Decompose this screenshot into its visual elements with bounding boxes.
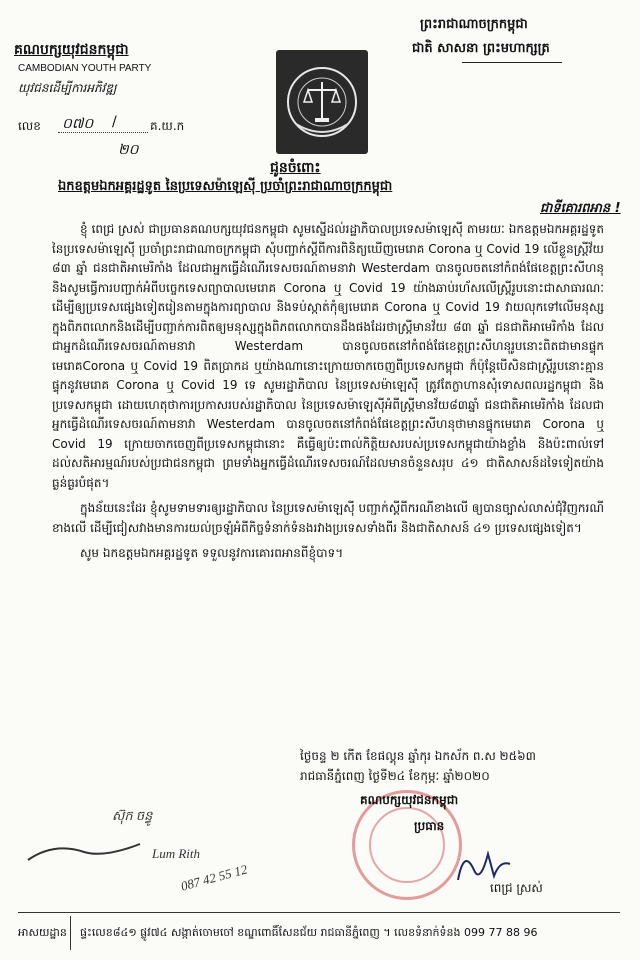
solar-date: រាជធានីភ្នំពេញ ថ្ងៃទី២៤ ខែកុម្ភៈ ឆ្នាំ២០២០ xyxy=(300,769,490,783)
party-name-english: CAMBODIAN YOUTH PARTY xyxy=(18,63,152,74)
national-motto: ជាតិ សាសនា ព្រះមហាក្សត្រ xyxy=(412,41,550,56)
handwritten-phone: 087 42 55 12 xyxy=(179,861,249,894)
signatory-org: គណបក្សយុវជនកម្ពុជា xyxy=(360,793,459,807)
footer-label: អាសយដ្ឋាន xyxy=(18,926,67,939)
reference-year: ២០ xyxy=(118,143,139,158)
party-logo-icon xyxy=(276,50,368,154)
lunar-date: ថ្ងៃចន្ទ ២ កើត ខែផល្គុន ឆ្នាំកុរ ឯកស័ក ព.ស ២៥៦៣ xyxy=(300,749,536,763)
handwritten-note-name: ស៊ុក ចន្ធូ xyxy=(112,808,153,823)
handwritten-scribble-icon xyxy=(24,832,144,872)
reference-number: ០៧០ xyxy=(62,117,94,132)
footer-divider xyxy=(18,912,620,913)
to-heading: ជូនចំពោះ xyxy=(270,160,321,176)
reference-suffix: គ.យ.ក xyxy=(150,119,185,133)
footer-address: ផ្ទះលេខ៨៤១ ផ្លូវ៧៤ សង្កាត់ចោមចៅ ខណ្ឌពោធិ៍សែនជ័យ រាជធានីភ្នំពេញ ។ លេខទំនាក់ទំនង 099 77 88 96 xyxy=(80,926,538,939)
motto-divider xyxy=(462,62,562,63)
footer-separator xyxy=(70,916,71,950)
reference-label: លេខ xyxy=(18,119,41,133)
handwritten-note-rith: Lum Rith xyxy=(152,846,201,861)
party-slogan: យុវជនដើម្បីការអភិវឌ្ឍ xyxy=(18,81,117,95)
kingdom-title: ព្រះរាជាណាចក្រកម្ពុជា xyxy=(420,17,528,32)
reference-underline xyxy=(58,132,148,133)
recipient-heading: ឯកឧត្តមឯកអគ្គរដ្ឋទូត នៃប្រទេសម៉ាឡេស៊ី ប្រចាំព្រះរាជាណាចក្រកម្ពុជា xyxy=(58,179,393,194)
signatory-role: ប្រធាន xyxy=(414,819,445,833)
body-paragraph-2: ក្នុងន័យនេះដែរ ខ្ញុំសូមទាមទារឲ្យរដ្ឋាភិបាល នៃប្រទេសម៉ាឡេស៊ី បញ្ជាក់ស្ដីពីករណីខាងលើ ឲ្យបានច្បាស់លាស់ជុំវិញករណីខាងលើ ដើម្បីជៀសវាងមានការយល់ច្រឡំអំពីកិច្ចទំនាក់ទំនងរវាងប្រទេសទាំងពីរ និងជាតិសាសន៍ ៤១ ប្រទេសផ្សេងទៀត។ xyxy=(52,501,604,535)
letter-body xyxy=(52,220,604,570)
signatory-name: ពេជ្រ ស្រស់ xyxy=(490,881,543,895)
reference-slash: / xyxy=(112,114,117,130)
party-name-khmer: គណបក្សយុវជនកម្ពុជា xyxy=(14,42,129,58)
body-paragraph-3: សូម ឯកឧត្តមឯកអគ្គរដ្ឋទូត ទទួលនូវការគោរពអាន​ពីខ្ញុំបាទ។ xyxy=(80,546,344,560)
scales-emblem-icon xyxy=(282,56,362,148)
body-paragraph-1: ខ្ញុំ ពេជ្រ ស្រស់ ជាប្រធានគណបក្សយុវជនកម្ពុជា សូមស្នើដល់រដ្ឋាភិបាលប្រទេសម៉ាឡេស៊ី តាមរយៈ ឯកឧត្តមឯកអគ្គរដ្ឋទូត នៃប្រទេសម៉ាឡេស៊ី ប្រចាំព្រះរាជាណាចក្រកម្ពុជា សុំបញ្ជាក់ស្ដីពីការពិនិត្យឃើញមេរោគ Corona ឬ Covid 19 លើខ្លួនស្ត្រីវ័យ ៨៣ ឆ្នាំ ជនជាតិអាមេរិកាំង ដែលជាអ្នកធ្វើដំណើរទេសចរណ៍តាមនាវា Westerdam បានចូលចតនៅកំពង់ផែខេត្តព្រះសីហនុ និងសូមធ្វើការបញ្ជាក់អំពីបច្ចេកទេសព្យាបាលមេរោគ Corona ឬ Covid 19 យ៉ាងឆាប់រហ័សលើស្ត្រីរូបនោះជាសាធារណៈ ដើម្បីឲ្យប្រទេសផ្សេងទៀតរៀនតាមក្នុងការព្យាបាល និងទប់ស្កាត់កុំឲ្យមេរោគ Corona ឬ Covid 19 វាយលុកទៅលើមនុស្សក្នុងពិភពលោកនិងដើម្បីបញ្ជាក់ការពិតឲ្យមនុស្សក្នុងពិភពលោកបានដឹងផងដែរថាស្ត្រីមានវ័យ ៨៣ ឆ្នាំ ជនជាតិអាមេរិកាំង ដែលជាអ្នកដំណើរទេសចរណ៍តាមនាវា Westerdam បានចូលចតនៅកំពង់ផែខេត្តព្រះសីហនុរូបនោះពិតជាមានផ្ទុកមេរោគCorona ឬ Covid 19 ពិតប្រាកដ ឬយ៉ាងណានោះក្រោយចាកចេញពីប្រទេសកម្ពុជា ក៏ប៉ុន្តែបើសិនជាស្ត្រីរូបនោះគ្មានផ្ទុកនូវមេរោគ Corona ឬ Covid 19 ទេ សូមរដ្ឋាភិបាល នៃប្រទេសម៉ាឡេស៊ី ត្រូវតែក្លាហានសុំទោសពលរដ្ឋកម្ពុជា និងប្រទេសកម្ពុជា ដោយហេតុថាការប្រកាសរបស់រដ្ឋាភិបាល នៃប្រទេសម៉ាឡេស៊ីអំពីស្ត្រីមានវ័យ៨៣ឆ្នាំ ជនជាតិអាមេរិកាំង ដែលជាអ្នកធ្វើដំណើរទេសចរណ៍តាមនាវា Westerdam បានចូលចតនៅកំពង់ផែខេត្តព្រះសីហនុថាមានផ្ទុកមេរោគ Corona ឬ Covid 19 ក្រោយចាកចេញពីប្រទេសកម្ពុជានោះ គឺធ្វើឲ្យប៉ះពាល់កិត្តិយសរបស់ប្រទេសកម្ពុជាយ៉ាងខ្លាំង និងប៉ះពាល់ទៅដល់សតិអារម្មណ៍របស់ប្រជាជនកម្ពុជា ព្រមទាំងអ្នកធ្វើដំណើរទេសចរណ៍ដែលមានចំនួនសរុប ៤១ ជាតិសាសន៍ដទៃទៀតយ៉ាងធ្ងន់ធ្ងរបំផុត។ xyxy=(52,222,604,490)
signature-icon xyxy=(450,840,520,890)
salutation: ជាទីគោរពអាន ! xyxy=(540,201,621,216)
